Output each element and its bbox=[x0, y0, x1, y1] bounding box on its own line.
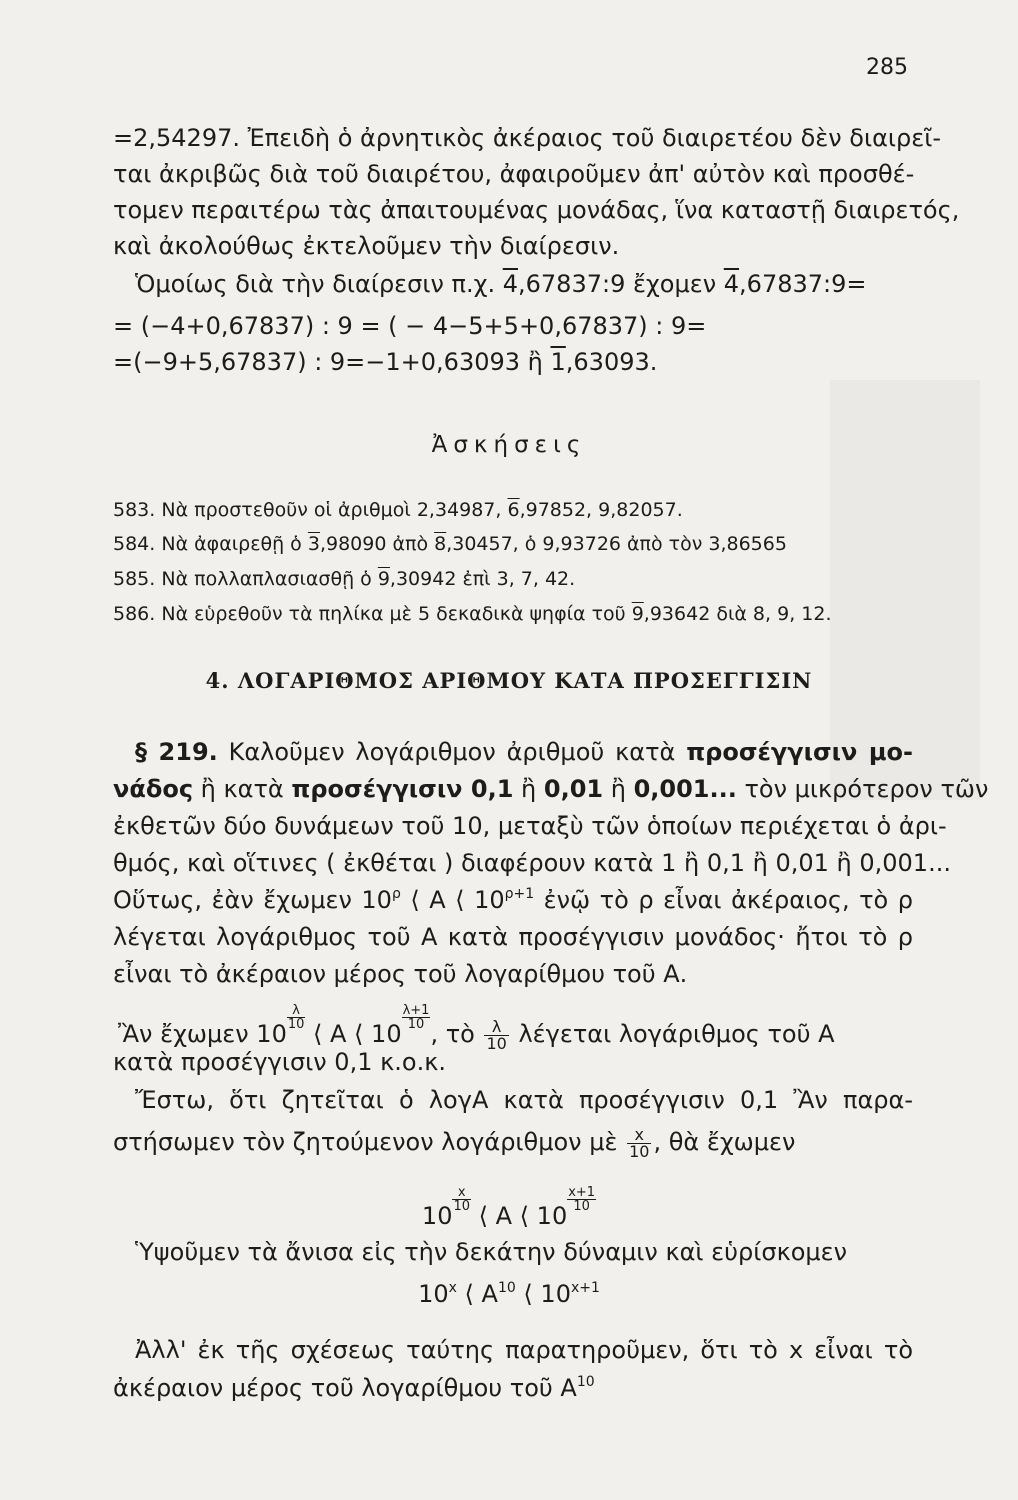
represent-line: στήσωμεν τὸν ζητούμενον λογάριθμον μὲ $\frac{x}{10}$ , θὰ ἔχωμεν bbox=[113, 1124, 796, 1161]
s219-line-2: νάδος ἢ κατὰ προσέγγισιν 0,1 ἢ 0,01 ἢ 0,001... τὸν μικρότερον τῶν bbox=[113, 775, 989, 803]
equation-line-2: =(−9+5,67837) : 9=−1+0,63093 ἢ 1,63093. bbox=[113, 348, 658, 376]
s219-line-4: θμός, καὶ οἵτινες ( ἐκθέται ) διαφέρουν κατὰ 1 ἢ 0,1 ἢ 0,01 ἢ 0,001... bbox=[113, 849, 951, 877]
lambda-inequality-line: Ἂν ἔχωμεν 10 $\frac{\lambda}{10}$ ⟨ Α ⟨ 10 $\frac{\lambda+1}{10}$ , τὸ $\frac{\lambda}{10}$ λέγεται λογάριθμος τοῦ Α bbox=[118, 1003, 835, 1053]
exercise-586: 586. Νὰ εὑρεθοῦν τὰ πηλίκα μὲ 5 δεκαδικὰ ψηφία τοῦ 9,93642 διὰ 8, 9, 12. bbox=[113, 603, 832, 625]
para1-line-4: καὶ ἀκολούθως ἐκτελοῦμεν τὴν διαίρεσιν. bbox=[113, 232, 620, 260]
last-line-1: Ἀλλ' ἐκ τῆς σχέσεως ταύτης παρατηροῦμεν, ὅτι τὸ x εἶναι τὸ bbox=[135, 1336, 913, 1364]
equation-line-1: = (−4+0,67837) : 9 = ( − 4−5+5+0,67837) : 9= bbox=[113, 312, 707, 340]
exercise-584: 584. Νὰ ἀφαιρεθῇ ὁ 3,98090 ἀπὸ 8,30457, ὁ 9,93726 ἀπὸ τὸν 3,86565 bbox=[113, 533, 787, 555]
s219-line-5: Οὕτως, ἐὰν ἔχωμεν $10^\rho$ ⟨ Α ⟨ $10^{\rho+1}$ ἐνῷ τὸ ρ εἶναι ἀκέραιος, τὸ ρ bbox=[113, 886, 913, 914]
s219-line-7: εἶναι τὸ ἀκέραιον μέρος τοῦ λογαρίθμου τοῦ Α. bbox=[113, 960, 688, 988]
section-title: 4. ΛΟΓΑΡΙΘΜΟΣ ΑΡΙΘΜΟΥ ΚΑΤΑ ΠΡΟΣΕΓΓΙΣΙΝ bbox=[205, 668, 813, 693]
esto-line: Ἔστω, ὅτι ζητεῖται ὁ λογΑ κατὰ προσέγγισιν 0,1 Ἂν παρα- bbox=[135, 1086, 913, 1114]
page-number: 285 bbox=[866, 55, 908, 80]
similar-division-line: Ὁμοίως διὰ τὴν διαίρεσιν π.χ. 4,67837:9 ἔχομεν 4,67837:9= bbox=[135, 270, 867, 298]
exercise-583: 583. Νὰ προστεθοῦν οἱ ἀριθμοὶ 2,34987, 6,97852, 9,82057. bbox=[113, 499, 683, 521]
exercise-585: 585. Νὰ πολλαπλασιασθῇ ὁ 9,30942 ἐπὶ 3, 7, 42. bbox=[113, 568, 576, 590]
power-inequality: 10$^x$ ⟨ $A^{10}$ ⟨ $10^{x+1}$ bbox=[418, 1280, 600, 1308]
x-inequality: 10 $\frac{x}{10}$ ⟨ Α ⟨ 10 $\frac{x+1}{10}$ bbox=[421, 1185, 596, 1230]
para1-line-1: =2,54297. Ἐπειδὴ ὁ ἀρνητικὸς ἀκέραιος τοῦ διαιρετέου δὲν διαιρεῖ- bbox=[113, 124, 941, 152]
kok-line: κατὰ προσέγγισιν 0,1 κ.ο.κ. bbox=[113, 1048, 446, 1076]
raise-line: Ὑψοῦμεν τὰ ἄνισα εἰς τὴν δεκάτην δύναμιν καὶ εὑρίσκομεν bbox=[135, 1238, 848, 1266]
para1-line-3: τομεν περαιτέρω τὰς ἀπαιτουμένας μονάδας, ἵνα καταστῇ διαιρετός, bbox=[113, 196, 960, 224]
s219-line-3: ἐκθετῶν δύο δυνάμεων τοῦ 10, μεταξὺ τῶν ὁποίων περιέχεται ὁ ἀρι- bbox=[113, 812, 947, 840]
exercises-heading: Ἀσκήσεις bbox=[431, 432, 587, 458]
last-line-2: ἀκέραιον μέρος τοῦ λογαρίθμου τοῦ $A^{10}$ bbox=[113, 1374, 595, 1402]
s219-line-1: § 219. Καλοῦμεν λογάριθμον ἀριθμοῦ κατὰ προσέγγισιν μο- bbox=[135, 738, 913, 766]
s219-line-6: λέγεται λογάριθμος τοῦ Α κατὰ προσέγγισιν μονάδος· ἤτοι τὸ ρ bbox=[113, 923, 913, 951]
para1-line-2: ται ἀκριβῶς διὰ τοῦ διαιρέτου, ἀφαιροῦμεν ἀπ' αὐτὸν καὶ προσθέ- bbox=[113, 160, 915, 188]
